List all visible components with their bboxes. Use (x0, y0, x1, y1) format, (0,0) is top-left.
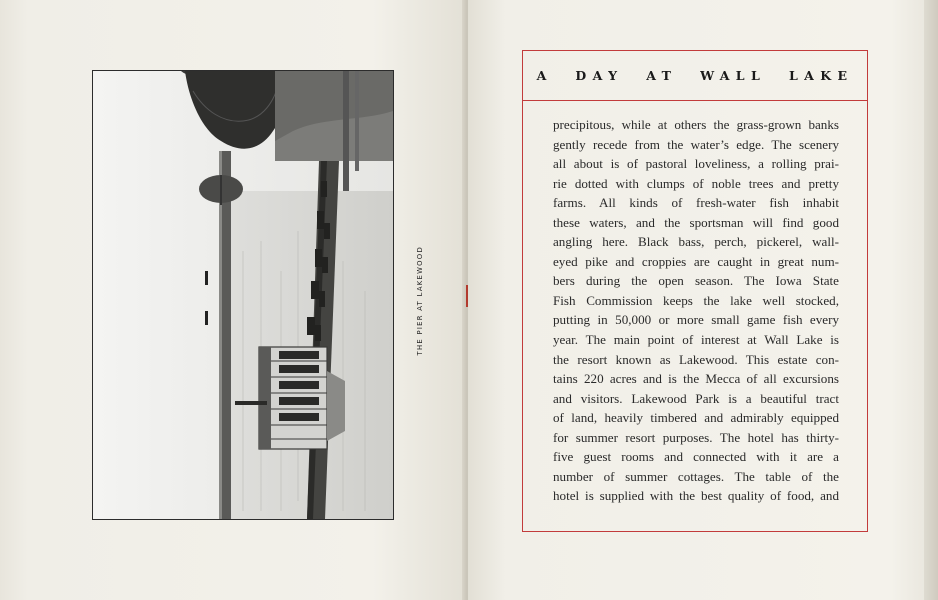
text-line: precipitous, while at others the grass-grown banks (553, 117, 839, 132)
pier-photograph (92, 70, 394, 520)
text-line: all about is of pastoral loveliness, a rolling prai- (553, 156, 839, 172)
text-line: bers during the open season. The Iowa State (553, 273, 839, 289)
text-line: these waters, and the sportsman will find good (553, 214, 839, 230)
text-line: number of summer cottages. The table of the (553, 468, 839, 484)
page-edge (924, 0, 938, 600)
photo-caption: THE PIER AT LAKEWOOD (416, 246, 424, 356)
text-line: rie dotted with clumps of noble trees and pretty (553, 175, 839, 191)
text-line: and visitors. Lakewood Park is a beautiful tract (553, 390, 839, 406)
left-page (0, 0, 466, 600)
page-title: A DAY AT WALL LAKE (523, 51, 867, 101)
text-line: gently recede from the water’s edge. The scenery (553, 136, 839, 152)
body-text (553, 115, 839, 506)
text-line: the resort known as Lakewood. This estate con- (553, 351, 839, 367)
text-line: tains 220 acres and is the Mecca of all excursions (553, 371, 839, 387)
text-line: eyed pike and croppies are caught in great num- (553, 253, 839, 269)
text-line: for summer resort purposes. The hotel has thirty- (553, 429, 839, 445)
text-line: Fish Commission keeps the lake well stocked, (553, 292, 839, 308)
text-line: of land, heavily timbered and admirably equipped (553, 410, 839, 426)
text-line: year. The main point of interest at Wall Lake is (553, 332, 839, 348)
text-line: farms. All kinds of fresh-water fish inhabit (553, 195, 839, 211)
text-frame (522, 50, 868, 532)
text-line: putting in 50,000 or more small game fish every (553, 312, 839, 328)
text-line: five guest rooms and connected with it are a (553, 449, 839, 465)
text-line: angling here. Black bass, perch, pickerel, wall- (553, 234, 839, 250)
text-line: hotel is supplied with the best quality of food, and (553, 488, 839, 504)
